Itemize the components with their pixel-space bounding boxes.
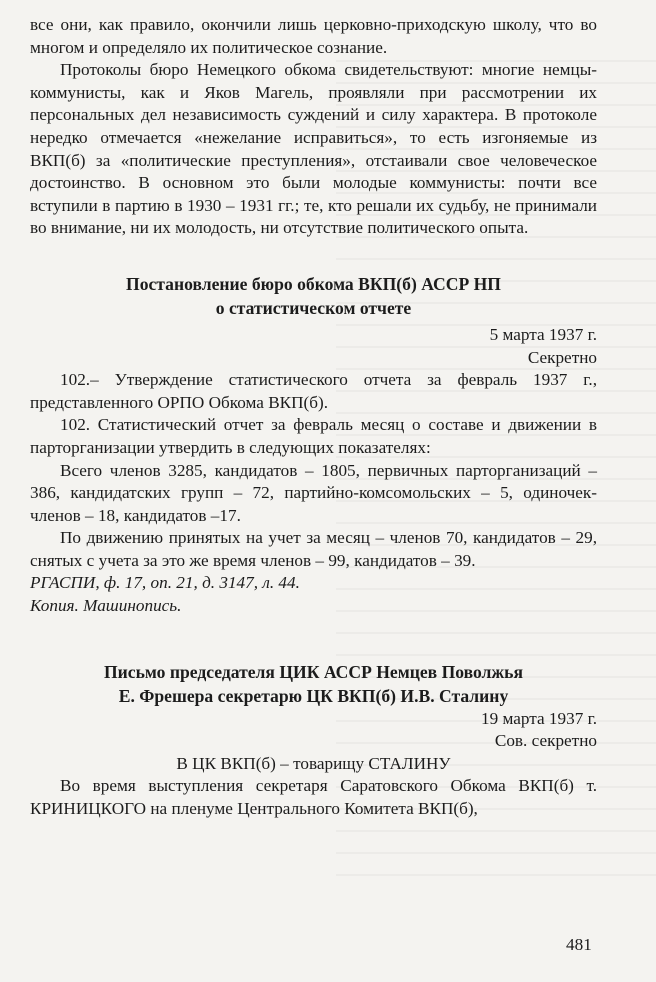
doc1-stats-1: Всего членов 3285, кандидатов – 1805, первичных парторганизаций – 386, кандидатских групп – 72, партийно-комсомольских – 5, одиночек-членов – 18, кандидатов –17. bbox=[30, 460, 597, 525]
doc2-addressee: В ЦК ВКП(б) – товарищу СТАЛИНУ bbox=[176, 753, 451, 773]
doc2-title-line1: Письмо председателя ЦИК АССР Немцев Поволжья bbox=[103, 661, 524, 682]
doc1-item-1: 102.– Утверждение статистического отчета за февраль 1937 г., представленного ОРПО Обкома ВКП(б). bbox=[30, 370, 597, 412]
intro-paragraph-1: все они, как правило, окончили лишь церковно-приходскую школу, что во многом и определяло их политическое сознание. bbox=[30, 15, 597, 57]
doc2-date: 19 марта 1937 г. bbox=[481, 708, 597, 728]
page-number: 481 bbox=[566, 935, 592, 954]
doc2-classification: Сов. секретно bbox=[494, 731, 597, 751]
doc1-item-2: 102. Статистический отчет за февраль месяц о составе и движении в парторганизации утвердить в следующих показателях: bbox=[30, 415, 597, 457]
document-page bbox=[30, 14, 597, 821]
doc1-title-line1: Постановление бюро обкома ВКП(б) АССР НП bbox=[126, 273, 501, 294]
doc2-title-line2: Е. Фрешера секретарю ЦК ВКП(б) И.В. Сталину bbox=[118, 685, 509, 706]
doc1-source-note: Копия. Машинопись. bbox=[30, 596, 182, 616]
doc1-title-line2: о статистическом отчете bbox=[215, 297, 412, 318]
doc2-body: Во время выступления секретаря Саратовского Обкома ВКП(б) т. КРИНИЦКОГО на пленуме Центрального Комитета ВКП(б), bbox=[30, 776, 597, 819]
intro-paragraph-2: Протоколы бюро Немецкого обкома свидетельствуют: многие немцы-коммунисты, как и Яков Магель, проявляли при рассмотрении их персональных дел независимость суждений и силу характера. В протоколе нередко отмечается «нежелание исправиться», то есть изгоняемые из ВКП(б) за «политические преступления», отстаивали свое человеческое достоинство. В основном это были молодые коммунисты: почти все вступили в партию в 1930 – 1931 гг.; те, кто решали их судьбу, не принимали во внимание, ни их молодость, ни отсутствие политического опыта. bbox=[30, 60, 597, 238]
doc1-source: РГАСПИ, ф. 17, оп. 21, д. 3147, л. 44. bbox=[30, 573, 300, 593]
doc1-date: 5 марта 1937 г. bbox=[489, 324, 597, 344]
doc1-stats-2: По движению принятых на учет за месяц – членов 70, кандидатов – 29, снятых с учета за это же время членов – 99, кандидатов – 39. bbox=[30, 528, 597, 570]
doc1-classification: Секретно bbox=[527, 347, 597, 367]
